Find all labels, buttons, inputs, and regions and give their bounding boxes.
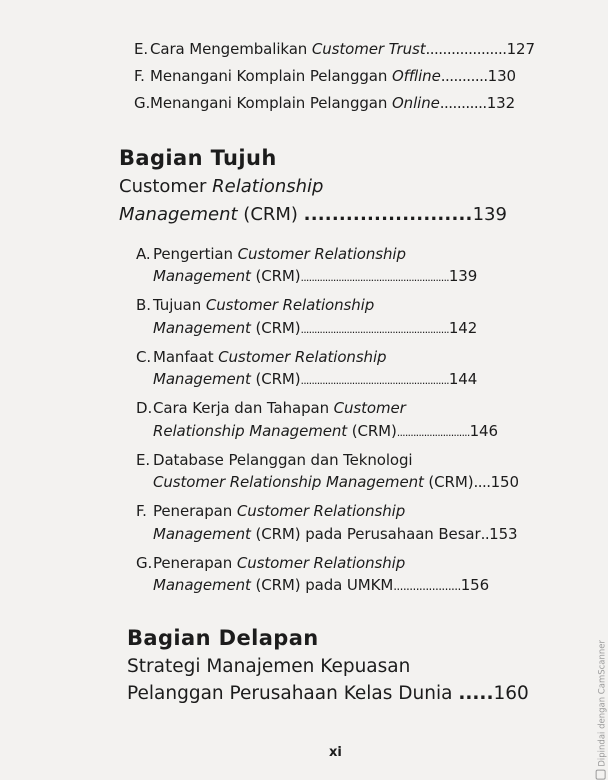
entry-text: Cara Mengembalikan [150, 40, 312, 58]
toc-entry-cont: Management (CRM).......................................................144 [153, 370, 478, 388]
toc-entry-cont: Management (CRM) pada Perusahaan Besar..153 [153, 525, 518, 543]
entry-italic: Online [391, 94, 440, 112]
leader-dots: ........... [440, 67, 488, 85]
entry-page: 150 [490, 473, 519, 491]
scanner-watermark: Dipindai dengan CamScanner [596, 640, 608, 780]
entry-page: 144 [448, 370, 478, 388]
part-title-line1: Customer Relationship [119, 176, 324, 197]
leader-dots: ........... [439, 94, 487, 112]
entry-letter: D. [136, 399, 153, 417]
entry-page: 127 [506, 40, 535, 58]
leader-dots: .... [473, 473, 491, 491]
toc-entry: C. Manfaat Customer Relationship [136, 348, 387, 366]
toc-entry: B. Tujuan Customer Relationship [136, 296, 375, 314]
entry-page: 156 [460, 576, 490, 594]
toc-entry-cont: Management (CRM).......................................................142 [153, 319, 478, 337]
toc-entry [134, 95, 515, 112]
entry-italic: Offline [391, 67, 441, 85]
entry-letter: G. [134, 94, 151, 112]
part-page: 139 [472, 204, 507, 225]
toc-entry: G.Penerapan Customer Relationship [136, 554, 406, 572]
toc-entry: A. Pengertian Customer Relationship [136, 245, 406, 263]
toc-entry: D.Cara Kerja dan Tahapan Customer [136, 399, 406, 417]
entry-letter: E. [136, 451, 151, 469]
leader-dots: .. [480, 525, 490, 543]
toc-entry-cont: Management (CRM) pada UMKM.....................156 [153, 576, 490, 594]
part-heading: Bagian Tujuh [119, 146, 277, 170]
entry-page: 146 [469, 422, 498, 440]
camscanner-logo-icon [596, 770, 606, 780]
entry-letter: A. [136, 245, 151, 263]
leader-dots: ..................... [393, 579, 461, 593]
entry-page: 130 [487, 67, 516, 85]
toc-entry-cont: Management (CRM).......................................................139 [153, 267, 478, 285]
leader-dots: ....................................................... [300, 323, 449, 336]
entry-letter: F. [136, 502, 147, 520]
part-heading: Bagian Delapan [127, 626, 319, 650]
leader-dots: ....................................................... [300, 374, 449, 387]
entry-page: 153 [489, 525, 518, 543]
entry-text: Menangani Komplain Pelanggan [150, 67, 392, 85]
leader-dots: ................... [425, 40, 507, 58]
toc-entry-cont: Relationship Management (CRM)...........................146 [153, 422, 498, 440]
entry-letter: E. [134, 40, 149, 58]
part-title-line2: Pelanggan Perusahaan Kelas Dunia .....160 [127, 683, 529, 704]
leader-dots: ..... [458, 683, 494, 704]
entry-italic: Customer Trust [311, 40, 426, 58]
entry-letter: C. [136, 348, 152, 366]
leader-dots: ....................................................... [300, 271, 449, 284]
entry-letter: F. [134, 67, 145, 85]
leader-dots: ........................... [396, 426, 470, 439]
entry-page: 142 [448, 319, 478, 337]
page-number: xi [329, 745, 342, 760]
part-title-line1: Strategi Manajemen Kepuasan [127, 656, 411, 677]
entry-letter: B. [136, 296, 151, 314]
toc-entry: E. Database Pelanggan dan Teknologi [136, 451, 413, 469]
entry-page: 139 [448, 267, 478, 285]
part-page: 160 [493, 683, 529, 704]
toc-entry [134, 68, 516, 85]
toc-entry [134, 41, 535, 58]
leader-dots: ........................ [303, 204, 473, 225]
entry-text: Menangani Komplain Pelanggan [150, 94, 392, 112]
entry-letter: G. [136, 554, 153, 572]
part-title-line2: Management (CRM) ........................139 [119, 204, 507, 225]
toc-entry-cont: Customer Relationship Management (CRM)....150 [153, 473, 519, 491]
entry-page: 132 [486, 94, 516, 112]
toc-entry: F. Penerapan Customer Relationship [136, 502, 406, 520]
